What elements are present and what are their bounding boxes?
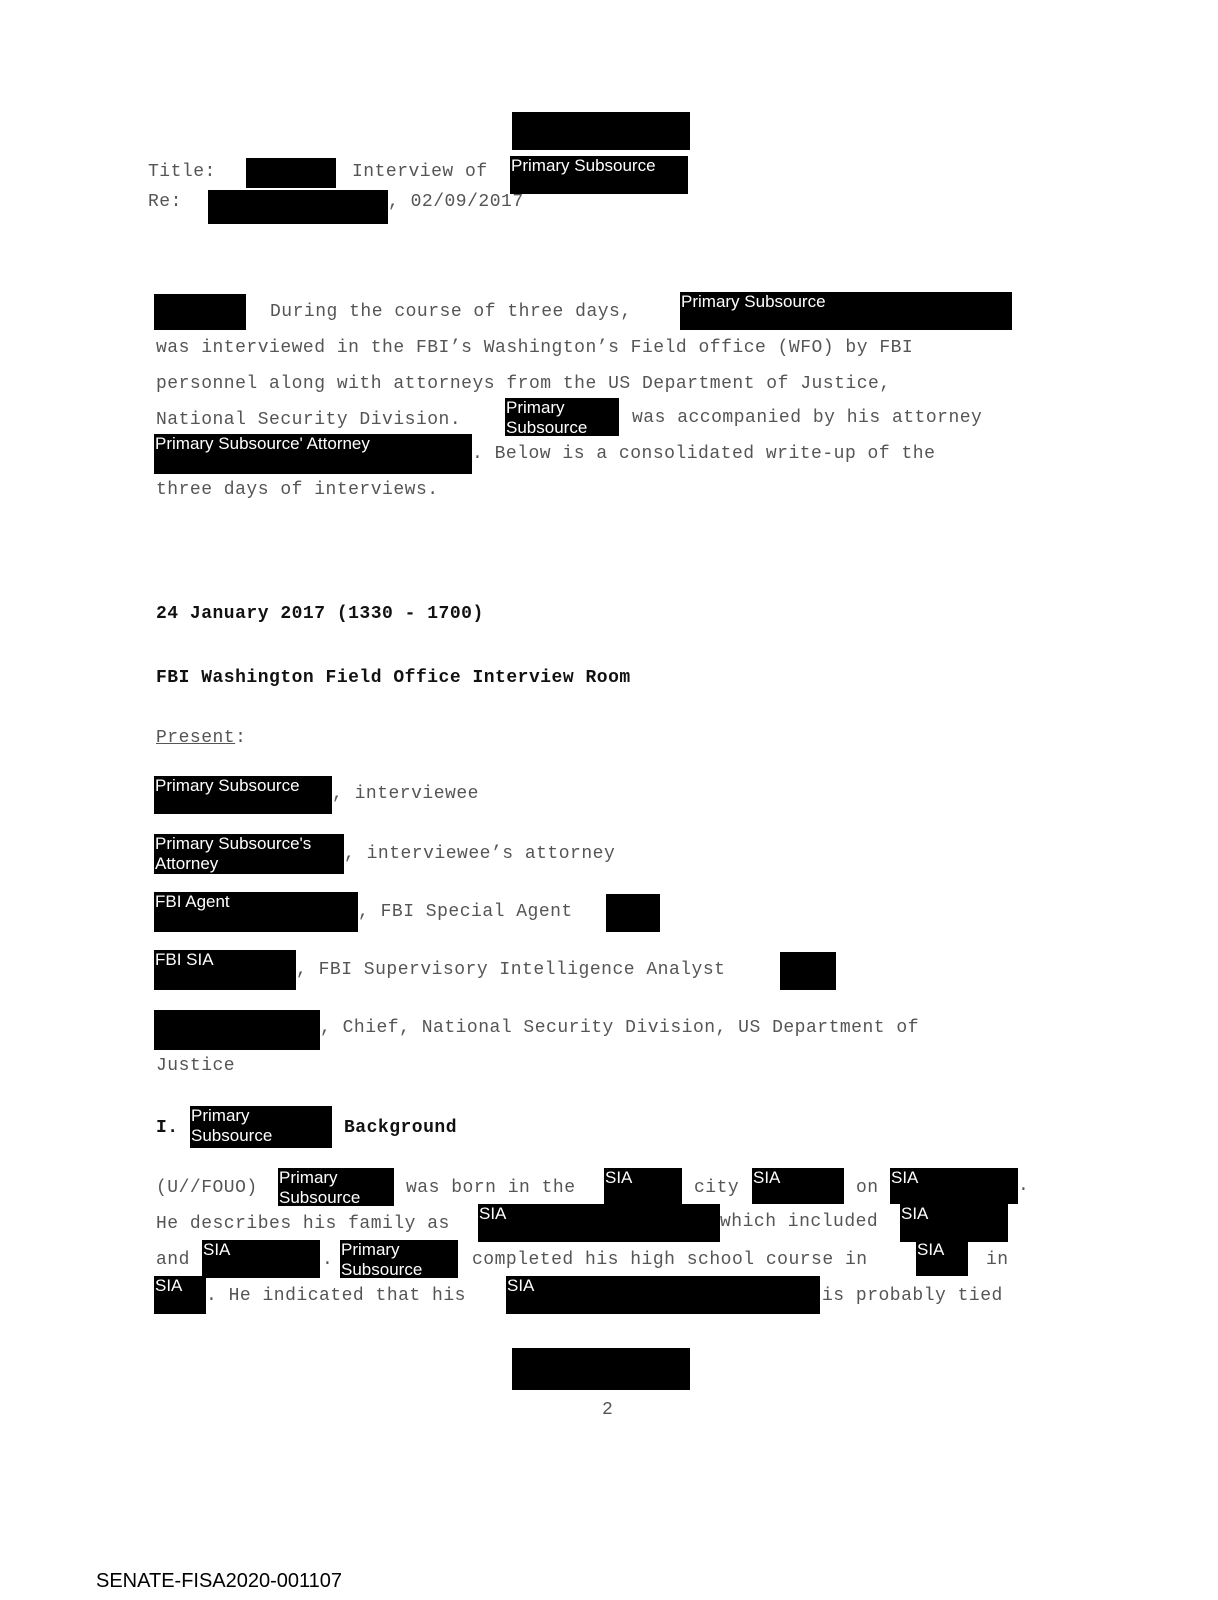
redaction-block (246, 158, 336, 188)
bg-text: . (322, 1250, 334, 1270)
section-heading: Background (344, 1118, 458, 1138)
present-colon: : (235, 728, 247, 748)
attendee-5-role-cont: Justice (156, 1056, 236, 1076)
attendee-5-role: , Chief, National Security Division, US Department of (320, 1018, 919, 1038)
redaction-bg-4: SIA (890, 1168, 1018, 1204)
title-label: Title: (148, 162, 216, 182)
intro-line-1: During the course of three days, (270, 302, 632, 322)
re-date: , 02/09/2017 (388, 192, 524, 212)
intro-line-4b: was accompanied by his attorney (632, 408, 983, 428)
section-number: I. (156, 1118, 179, 1138)
session-date: 24 January 2017 (1330 - 1700) (156, 604, 484, 624)
redaction-bg-5: SIA (478, 1204, 720, 1242)
attendee-2-role: , interviewee’s attorney (344, 844, 616, 864)
bg-text: He describes his family as (156, 1214, 450, 1234)
redaction-bg-10: SIA (154, 1276, 206, 1314)
redaction-attendee-3: FBI Agent (154, 892, 358, 932)
redaction-intro-subject-2: Primary Subsource (505, 398, 619, 436)
bg-text: is probably tied (822, 1286, 1003, 1306)
attendee-4-role: , FBI Supervisory Intelligence Analyst (296, 960, 726, 980)
redaction-bg-8: Primary Subsource (340, 1240, 458, 1278)
redaction-attendee-2: Primary Subsource's Attorney (154, 834, 344, 874)
present-text: Present (156, 728, 236, 748)
page-number: 2 (602, 1400, 614, 1420)
bg-text: in (986, 1250, 1009, 1270)
bg-classification: (U//FOUO) (156, 1178, 258, 1198)
present-label (156, 728, 246, 748)
redaction-bg-3: SIA (752, 1168, 844, 1204)
bg-text: . He indicated that his (206, 1286, 466, 1306)
session-location: FBI Washington Field Office Interview Room (156, 668, 631, 688)
redaction-attorney: Primary Subsource' Attorney (154, 434, 472, 474)
redaction-block (512, 1348, 690, 1390)
interview-of-text: Interview of (352, 162, 488, 182)
bg-text: and (156, 1250, 190, 1270)
intro-line-6: three days of interviews. (156, 480, 439, 500)
redaction-title-subject: Primary Subsource (510, 156, 688, 194)
bates-number: SENATE-FISA2020-001107 (96, 1570, 343, 1592)
attendee-1-role: , interviewee (332, 784, 479, 804)
redaction-intro-subject: Primary Subsource (680, 292, 1012, 330)
redaction-bg-7: SIA (202, 1240, 320, 1278)
attendee-3-role: , FBI Special Agent (358, 902, 573, 922)
redaction-block (208, 190, 388, 224)
intro-line-5b: . Below is a consolidated write-up of the (472, 444, 936, 464)
intro-line-3: personnel along with attorneys from the US Department of Justice, (156, 374, 891, 394)
intro-line-4a: National Security Division. (156, 410, 462, 430)
re-label: Re: (148, 192, 182, 212)
bg-text: city (694, 1178, 740, 1198)
intro-line-2: was interviewed in the FBI’s Washington’s Field office (WFO) by FBI (156, 338, 914, 358)
redaction-block (780, 952, 836, 990)
bg-text: on (856, 1178, 879, 1198)
redaction-bg-9: SIA (916, 1240, 968, 1276)
redaction-block (154, 294, 246, 330)
redaction-section-subject: Primary Subsource (190, 1106, 332, 1148)
redaction-bg-11: SIA (506, 1276, 820, 1314)
redaction-block (606, 894, 660, 932)
redaction-bg-6: SIA (900, 1204, 1008, 1242)
bg-text: was born in the (406, 1178, 576, 1198)
bg-text: which included (720, 1212, 879, 1232)
redaction-attendee-5 (154, 1010, 320, 1050)
redaction-bg-2: SIA (604, 1168, 682, 1204)
bg-text: . (1018, 1176, 1030, 1196)
redaction-block (512, 112, 690, 150)
redaction-attendee-1: Primary Subsource (154, 776, 332, 814)
redaction-bg-1: Primary Subsource (278, 1168, 394, 1206)
redaction-attendee-4: FBI SIA (154, 950, 296, 990)
bg-text: completed his high school course in (472, 1250, 868, 1270)
